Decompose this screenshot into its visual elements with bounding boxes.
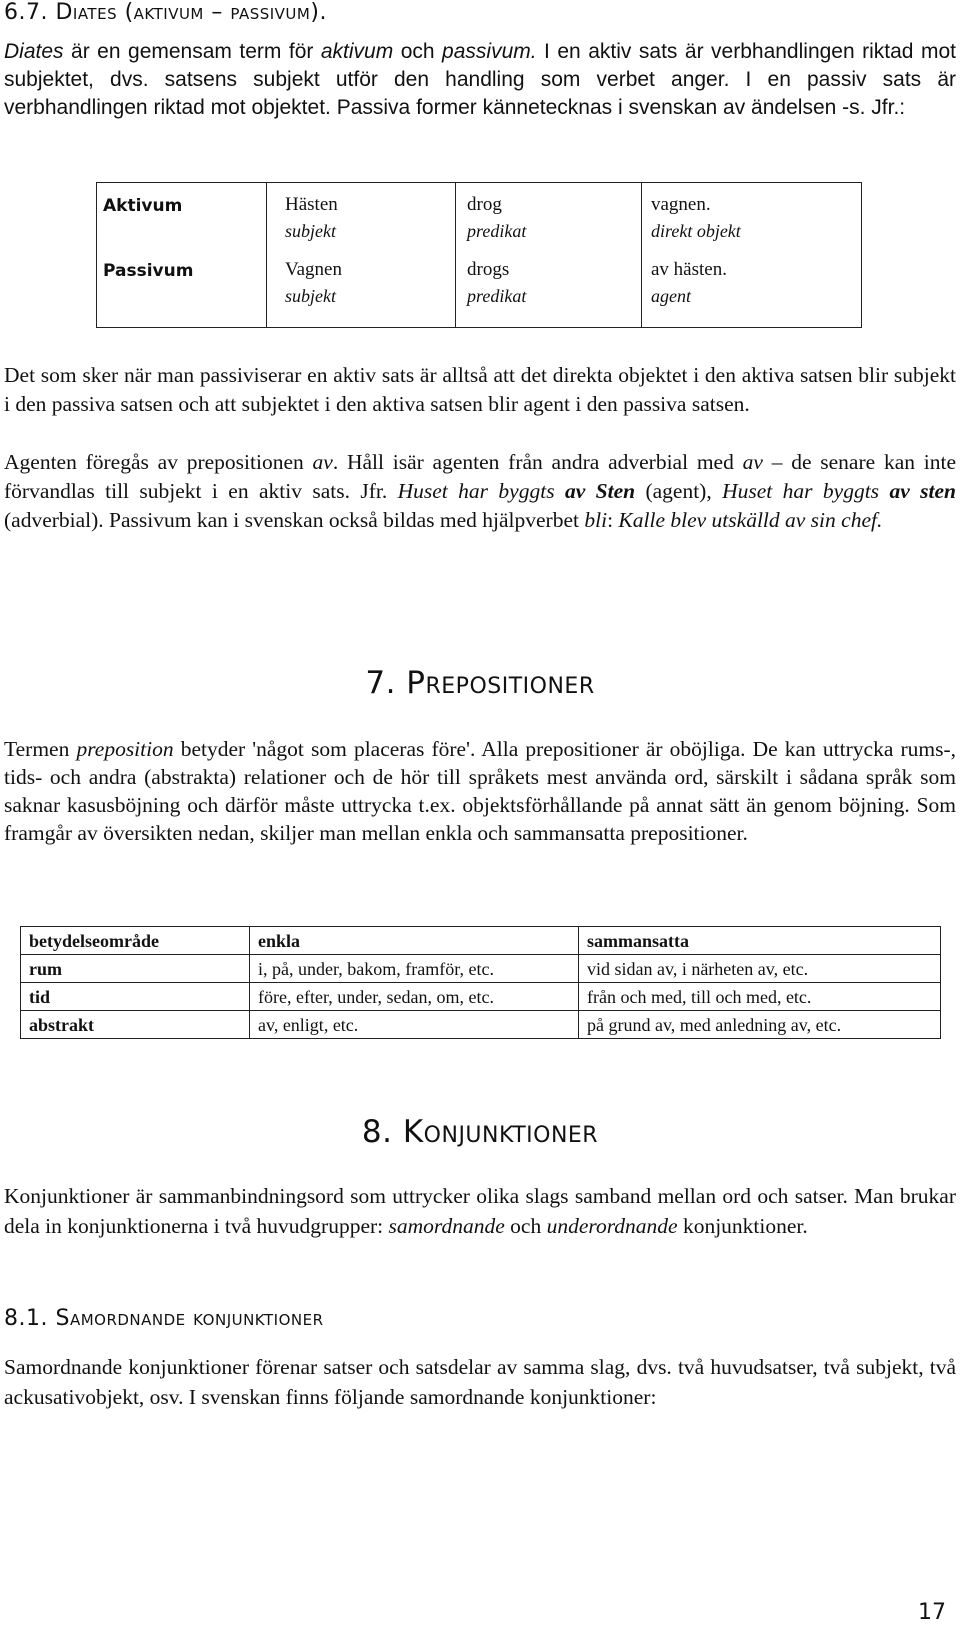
conjunctions-paragraph: Konjunktioner är sammanbindningsord som uttrycker olika slags samband mellan ord och satser. Man brukar dela in konjunktionerna i två huvudgrupper: samordnande och underordnande konjunktioner.	[4, 1184, 956, 1238]
active-object: vagnen. direkt objekt	[651, 194, 741, 241]
table-cell: vid sidan av, i närheten av, etc.	[579, 955, 941, 983]
table-cell: från och med, till och med, etc.	[579, 983, 941, 1011]
table-header-row	[21, 927, 941, 955]
page-number: 17	[918, 1600, 946, 1625]
column-divider	[266, 183, 267, 327]
section-heading-8: 8. Konjunktioner	[361, 1114, 599, 1150]
table-row	[21, 1011, 941, 1039]
table-cell: av, enligt, etc.	[250, 1011, 579, 1039]
row-head-cell: abstrakt	[21, 1011, 250, 1039]
section-heading-8-1: 8.1. Samordnande konjunktioner	[4, 1306, 324, 1331]
agent-paragraph: Agenten föregås av prepositionen av. Håll isär agenten från andra adverbial med av – de senare kan inte förvandlas till subjekt i en aktiv sats. Jfr. Huset har byggts av Sten (agent), Huset har byggts av sten (adverbial). Passivum kan i svenskan också bildas med hjälpverbet bli: Kalle blev utskälld av sin chef.	[4, 450, 956, 532]
column-divider	[641, 183, 642, 327]
voice-example-table	[96, 182, 862, 328]
active-subject: Hästen subjekt	[285, 194, 338, 241]
table-cell: på grund av, med anledning av, etc.	[579, 1011, 941, 1039]
prepositions-table	[20, 926, 941, 1039]
passivization-paragraph: Det som sker när man passiviserar en aktiv sats är alltså att det direkta objektet i den aktiva satsen blir subjekt i den passiva satsen och att subjektet i den aktiva satsen blir agent i den passiva satsen.	[4, 363, 956, 416]
column-divider	[455, 183, 456, 327]
header-cell: sammansatta	[579, 927, 941, 955]
label-aktivum: Aktivum	[103, 196, 183, 216]
passive-verb: drogs predikat	[467, 259, 527, 306]
prepositions-paragraph: Termen preposition betyder 'något som placeras före'. Alla prepositioner är oböjliga. De kan uttrycka rums-, tids- och andra (abstrakta) relationer och de hör till språkets mest använda ord, särskilt i sådana språk som saknar kasusböjning och därför måste uttrycka t.ex. objektsförhållande på annat sätt än genom böjning. Som framgår av översikten nedan, skiljer man mellan enkla och sammansatta prepositioner.	[4, 737, 956, 845]
section-heading-6-7: 6.7. Diates (aktivum – passivum).	[4, 0, 327, 25]
table-row	[21, 955, 941, 983]
coordinating-paragraph: Samordnande konjunktioner förenar satser och satsdelar av samma slag, dvs. två huvudsatser, två subjekt, två ackusativobjekt, osv. I svenskan finns följande samordnande konjunktioner:	[4, 1355, 956, 1409]
table-row	[21, 983, 941, 1011]
table-cell: i, på, under, bakom, framför, etc.	[250, 955, 579, 983]
passive-agent: av hästen. agent	[651, 259, 727, 306]
row-head-cell: rum	[21, 955, 250, 983]
table-cell: före, efter, under, sedan, om, etc.	[250, 983, 579, 1011]
intro-paragraph: Diates är en gemensam term för aktivum och passivum. I en aktiv sats är verbhandlingen riktad mot subjektet, dvs. satsens subjekt utför den handling som verbet anger. I en passiv sats är verbhandlingen riktad mot objektet. Passiva former kännetecknas i svenskan av ändelsen -s. Jfr.:	[4, 40, 956, 119]
header-cell: betydelseområde	[21, 927, 250, 955]
label-passivum: Passivum	[103, 261, 194, 281]
row-head-cell: tid	[21, 983, 250, 1011]
active-verb: drog predikat	[467, 194, 527, 241]
section-heading-7: 7. Prepositioner	[365, 665, 595, 701]
passive-subject: Vagnen subjekt	[285, 259, 342, 306]
header-cell: enkla	[250, 927, 579, 955]
